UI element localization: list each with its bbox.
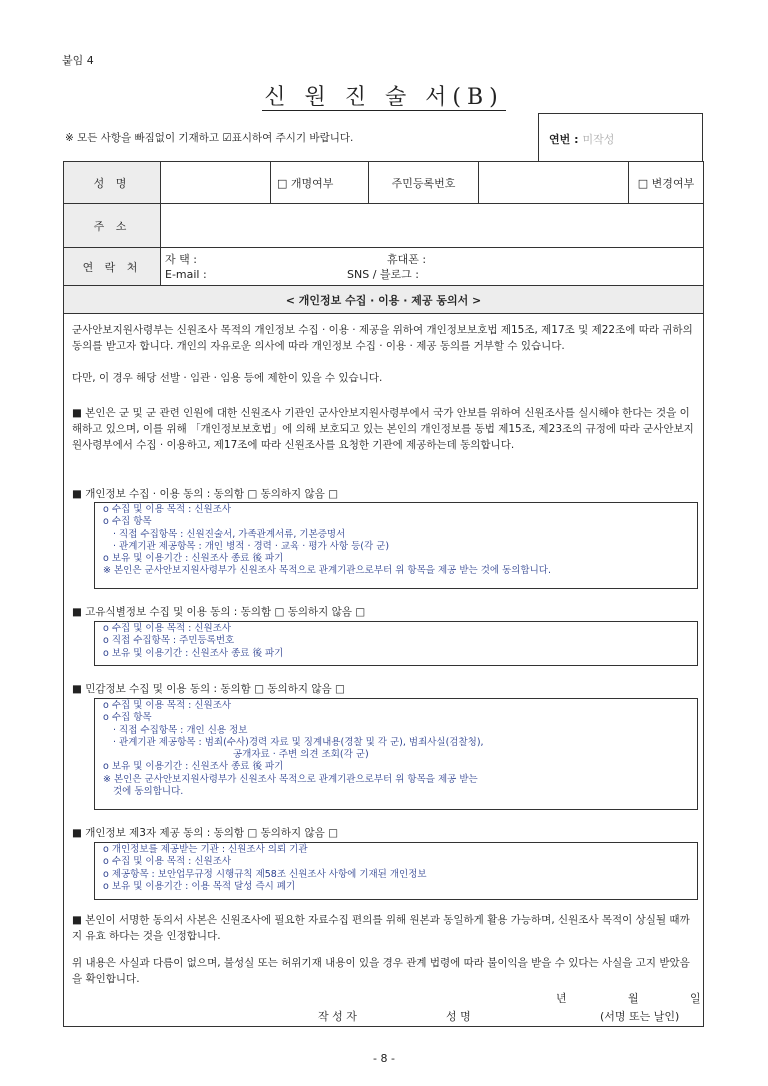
- list-item: o 수집 및 이용 목적 : 신원조사: [103, 623, 232, 634]
- email-label: E-mail :: [165, 267, 207, 281]
- applicant-info-table: [63, 161, 704, 314]
- home-phone-label: 자 택 :: [165, 252, 197, 266]
- name-label: 성 명: [64, 162, 161, 204]
- section-personal-info-heading[interactable]: ■ 개인정보 수집 · 이용 동의 : 동의함 □ 동의하지 않음 □: [72, 488, 339, 500]
- page-title: 신 원 진 술 서(B): [264, 85, 504, 110]
- list-item: o 수집 항목: [103, 516, 152, 528]
- section-unique-id-heading[interactable]: ■ 고유식별정보 수집 및 이용 동의 : 동의함 □ 동의하지 않음 □: [72, 606, 366, 618]
- list-item: o 수집 및 이용 목적 : 신원조사: [103, 504, 232, 515]
- list-item: o 보유 및 이용기간 : 신원조사 종료 後 파기: [103, 647, 284, 659]
- mobile-label: 휴대폰 :: [387, 252, 427, 266]
- date-month-label: 월: [628, 992, 639, 1005]
- serial-label: 연번 :: [549, 133, 579, 146]
- list-item: 것에 동의합니다.: [113, 786, 184, 798]
- contact-label: 연 락 처: [64, 248, 161, 286]
- address-field[interactable]: [161, 204, 704, 248]
- list-item: · 관계기관 제공항목 : 개인 병적 · 경력 · 교육 · 평가 사항 등(각 군): [113, 540, 390, 552]
- rename-checkbox[interactable]: □ 개명여부: [271, 162, 369, 204]
- list-item: ※ 본인은 군사안보지원사령부가 신원조사 목적으로 관계기관으로부터 위 항목을 제공 받는: [103, 773, 478, 785]
- sns-label: SNS / 블로그 :: [347, 267, 419, 281]
- intro-note: 다만, 이 경우 해당 선발 · 임관 · 임용 등에 제한이 있을 수 있습니다.: [72, 372, 383, 384]
- list-item: o 제공항목 : 보안업무규정 시행규칙 제58조 신원조사 사항에 기재된 개인정보: [103, 868, 427, 880]
- section-third-party-box: [94, 842, 698, 900]
- list-item: o 수집 및 이용 목적 : 신원조사: [103, 856, 232, 868]
- copy-statement: ■ 본인이 서명한 동의서 사본은 신원조사에 필요한 자료수집 편의를 위해 원본과 동일하게 활용 가능하며, 신원조사 목적이 상실될 때까지 유효 하다는 것을 인정합니다.: [72, 914, 690, 942]
- list-item: o 개인정보를 제공받는 기관 : 신원조사 의뢰 기관: [103, 844, 308, 855]
- list-item: ※ 본인은 군사안보지원사령부가 신원조사 목적으로 관계기관으로부터 위 항목을 제공 받는 것에 동의합니다.: [103, 565, 551, 577]
- section-sensitive-info-box: [94, 698, 698, 810]
- list-item: o 직접 수집항목 : 주민등록번호: [103, 635, 235, 647]
- attachment-label: 붙임 4: [62, 54, 94, 67]
- list-item: 공개자료 · 주변 의견 조회(각 군): [233, 749, 369, 761]
- notice-text: ※ 모든 사항을 빠짐없이 기재하고 ☑표시하여 주시기 바랍니다.: [65, 132, 354, 144]
- change-checkbox[interactable]: □ 변경여부: [629, 162, 704, 204]
- list-item: o 보유 및 이용기간 : 신원조사 종료 後 파기: [103, 553, 284, 565]
- intro-paragraph: 군사안보지원사령부는 신원조사 목적의 개인정보 수집 · 이용 · 제공을 위하여 개인정보보호법 제15조, 제17조 및 제22조에 따라 귀하의 동의를 받고자 합니다. 개인의 자유로운 의사에 따라 개인정보 수집 · 이용 · 제공 동의를 거부할 수 있습니다.: [72, 324, 693, 352]
- serial-number-box: [538, 113, 703, 161]
- page-number: - 8 -: [373, 1052, 395, 1065]
- date-year-label: 년: [556, 992, 567, 1005]
- list-item: · 직접 수집항목 : 신원진술서, 가족관계서류, 기본증명서: [113, 528, 346, 540]
- consent-title: < 개인정보 수집 · 이용 · 제공 동의서 >: [64, 286, 704, 314]
- writer-label: 작 성 자: [318, 1010, 357, 1023]
- list-item: o 보유 및 이용기간 : 이용 목적 달성 즉시 폐기: [103, 880, 296, 892]
- section-personal-info-box: [94, 502, 698, 589]
- truth-statement: 위 내용은 사실과 다름이 없으며, 불성실 또는 허위기재 내용이 있을 경우 관계 법령에 따라 불이익을 받을 수 있다는 사실을 고지 받았음을 확인합니다.: [72, 957, 690, 985]
- rrn-label: 주민등록번호: [369, 162, 479, 204]
- address-label: 주 소: [64, 204, 161, 248]
- rrn-field[interactable]: [479, 162, 629, 204]
- list-item: · 직접 수집항목 : 개인 신용 정보: [113, 724, 248, 736]
- serial-value: 미작성: [582, 133, 615, 146]
- main-statement: ■ 본인은 군 및 군 관련 인원에 대한 신원조사 기관인 군사안보지원사령부에서 국가 안보를 위하여 신원조사를 실시해야 한다는 것을 이해하고 있으며, 이를 위해 「개인정보보호법」에 의해 보호되고 있는 본인의 개인정보를 동법 제15조, 제23조의 규정에 따라 군사안보지원사령부에서 수집 · 이용하고, 제17조에 따라 신원조사를 요청한 기관에 제공하는데 동의합니다.: [72, 407, 694, 451]
- list-item: o 수집 항목: [103, 712, 152, 724]
- date-day-label: 일: [690, 992, 701, 1005]
- signature-field[interactable]: (서명 또는 날인): [600, 1010, 680, 1023]
- section-sensitive-info-heading[interactable]: ■ 민감정보 수집 및 이용 동의 : 동의함 □ 동의하지 않음 □: [72, 683, 345, 695]
- name-field[interactable]: [161, 162, 271, 204]
- list-item: · 관계기관 제공항목 : 범죄(수사)경력 자료 및 징계내용(경찰 및 각 군), 범죄사실(검찰청),: [113, 736, 484, 748]
- section-third-party-heading[interactable]: ■ 개인정보 제3자 제공 동의 : 동의함 □ 동의하지 않음 □: [72, 827, 339, 839]
- section-unique-id-box: [94, 621, 698, 666]
- list-item: o 수집 및 이용 목적 : 신원조사: [103, 700, 232, 711]
- contact-field[interactable]: [161, 248, 704, 286]
- list-item: o 보유 및 이용기간 : 신원조사 종료 後 파기: [103, 761, 284, 773]
- signer-name-label: 성 명: [446, 1010, 471, 1023]
